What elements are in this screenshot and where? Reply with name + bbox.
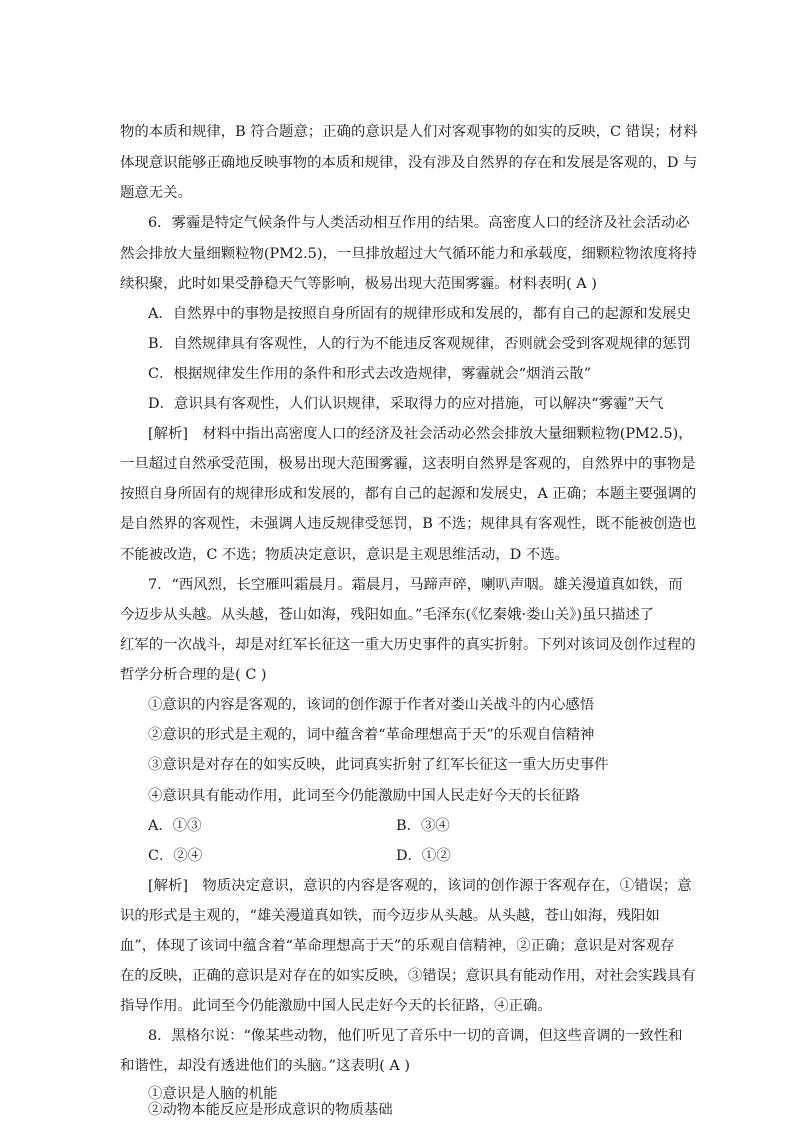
option-a: A．自然界中的事物是按照自身所固有的规律形成和发展的，都有自己的起源和发展史 [148, 306, 691, 322]
question-6-stem: 6．雾霾是特定气候条件与人类活动相互作用的结果。高密度人口的经济及社会活动必 [148, 215, 690, 231]
question-7-stem: 哲学分析合理的是( C ) [120, 667, 267, 683]
option-d: D．意识具有客观性，人们认识规律，采取得力的应对措施，可以解决“雾霾”天气 [148, 396, 664, 412]
option-b: B．③④ [396, 818, 450, 834]
analysis-line: 指导作用。此词至今仍能激励中国人民走好今天的长征路，④正确。 [120, 998, 552, 1014]
question-6-stem: 续积聚，此时如果受静稳天气等影响，极易出现大范围雾霾。材料表明( A ) [120, 276, 597, 292]
question-7-stem: 红军的一次战斗，却是对红军长征这一重大历史事件的真实折射。下列对该词及创作过程的 [120, 637, 696, 653]
option-b: B．自然规律具有客观性，人的行为不能违反客观规律，否则就会受到客观规律的惩罚 [148, 336, 692, 352]
analysis-line: 一旦超过自然承受范围，极易出现大范围雾霾，这表明自然界是客观的，自然界中的事物是 [120, 456, 696, 472]
paragraph-line: 物的本质和规律，B 符合题意；正确的意识是人们对客观事物的如实的反映，C 错误；材料 [120, 124, 698, 140]
question-7-stem: 今迈步从头越。从头越，苍山如海，残阳如血。”毛泽东(《忆秦娥·娄山关》)虽只描述了 [120, 607, 655, 623]
statement-item: ②意识的形式是主观的，词中蕴含着“革命理想高于天”的乐观自信精神 [148, 727, 595, 743]
option-a: A．①③ [148, 818, 202, 834]
analysis-line: 按照自身所固有的规律形成和发展的，都有自己的起源和发展史，A 正确；本题主要强调的 [120, 486, 697, 502]
question-8-stem: 8．黑格尔说：“像某些动物，他们听见了音乐中一切的音调，但这些音调的一致性和 [148, 1028, 683, 1044]
question-8-stem: 和谐性，却没有透进他们的头脑。”这表明( A ) [120, 1058, 410, 1074]
question-6-stem: 然会排放大量细颗粒物(PM2.5)，一旦排放超过大气循环能力和承载度，细颗粒物浓度将持 [120, 246, 697, 262]
analysis-line: 是自然界的客观性，未强调人违反规律受惩罚，B 不选；规律具有客观性，既不能被创造也 [120, 516, 697, 532]
statement-item: ①意识的内容是客观的，该词的创作源于作者对娄山关战斗的内心感悟 [148, 697, 595, 713]
statement-item: ④意识具有能动作用，此词至今仍能激励中国人民走好今天的长征路 [148, 788, 580, 804]
statement-item: ③意识是对存在的如实反映，此词真实折射了红军长征这一重大历史事件 [148, 757, 609, 773]
analysis-line: 在的反映，正确的意识是对存在的如实反映，③错误；意识具有能动作用，对社会实践具有 [120, 968, 696, 984]
analysis-line: [解析] 物质决定意识，意识的内容是客观的，该词的创作源于客观存在，①错误；意 [148, 878, 692, 894]
question-7-stem: 7．“西风烈，长空雁叫霜晨月。霜晨月，马蹄声碎，喇叭声咽。雄关漫道真如铁，而 [148, 577, 683, 593]
statement-item: ②动物本能反应是形成意识的物质基础 [148, 1102, 393, 1118]
analysis-line: [解析] 材料中指出高密度人口的经济及社会活动必然会排放大量细颗粒物(PM2.5)， [148, 426, 693, 442]
paragraph-line: 体现意识能够正确地反映事物的本质和规律，没有涉及自然界的存在和发展是客观的，D 与 [120, 155, 698, 171]
paragraph-line: 题意无关。 [120, 185, 192, 201]
statement-item: ①意识是人脑的机能 [148, 1086, 278, 1102]
analysis-line: 识的形式是主观的，“雄关漫道真如铁，而今迈步从头越。从头越，苍山如海，残阳如 [120, 908, 660, 924]
option-c: C．根据规律发生作用的条件和形式去改造规律，雾霾就会“烟消云散” [148, 366, 592, 382]
analysis-line: 不能被改造，C 不选；物质决定意识，意识是主观思维活动，D 不选。 [120, 547, 570, 563]
analysis-line: 血”，体现了该词中蕴含着“革命理想高于天”的乐观自信精神，②正确；意识是对客观存 [120, 938, 675, 954]
option-c: C．②④ [148, 848, 203, 864]
option-d: D．①② [396, 848, 451, 864]
